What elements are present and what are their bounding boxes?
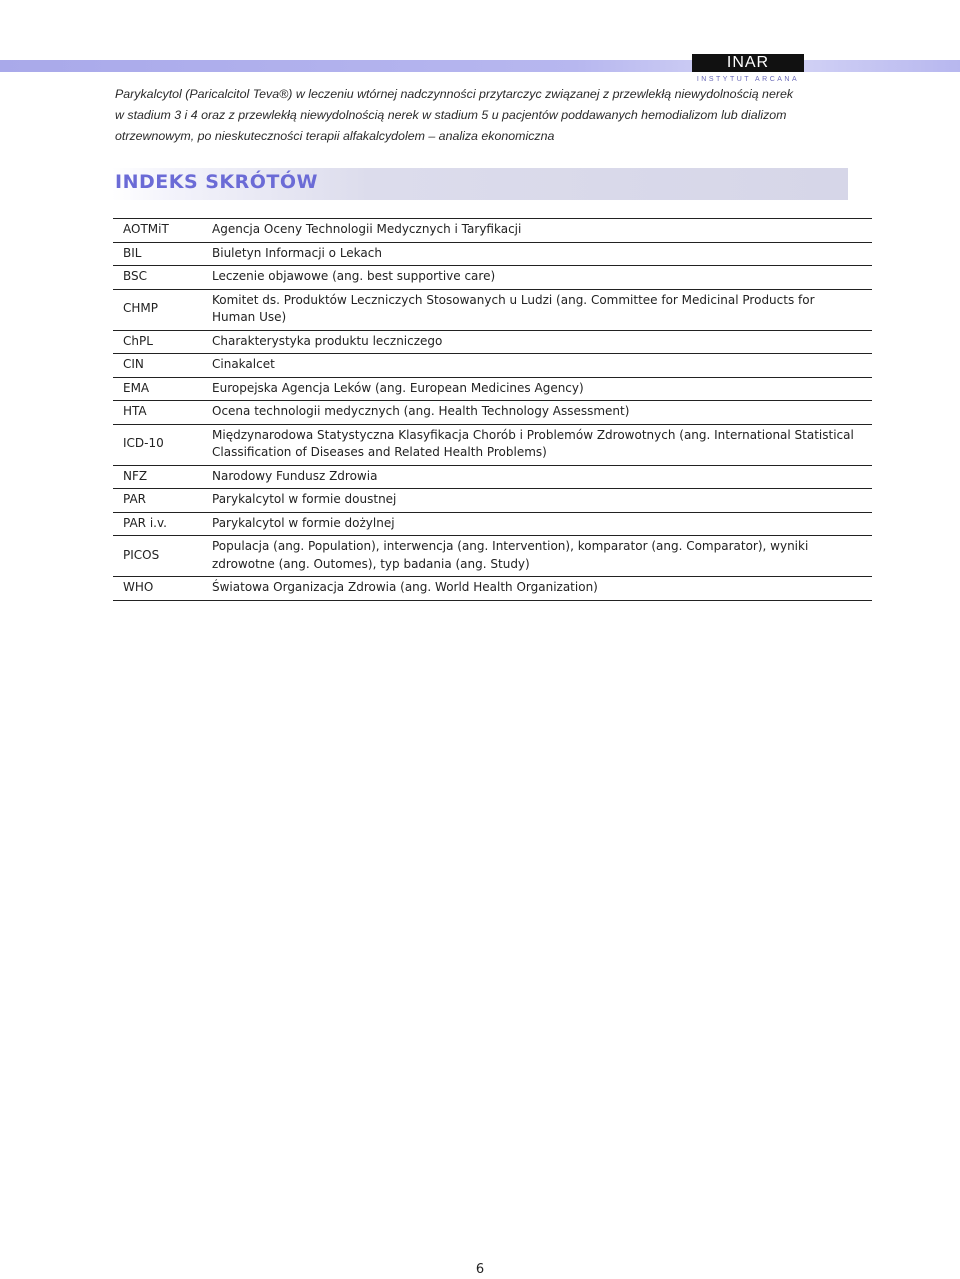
abbreviation-definition: Europejska Agencja Leków (ang. European Medicines Agency): [212, 380, 584, 395]
abbreviation-term: HTA: [123, 404, 147, 418]
table-row: [113, 424, 872, 465]
table-row: [113, 377, 872, 401]
abbreviation-term: BIL: [123, 245, 142, 260]
table-row: [113, 536, 872, 577]
table-row: [113, 512, 872, 536]
header-line: Parykalcytol (Paricalcitol Teva®) w leczeniu wtórnej nadczynności przytarczyc związanej z przewlekłą niewydolnością nerek: [115, 87, 794, 101]
header-line: w stadium 3 i 4 oraz z przewlekłą niewydolnością nerek w stadium 5 u pacjentów poddawanych hemodializom lub dializom: [115, 108, 787, 122]
abbreviation-definition: Narodowy Fundusz Zdrowia: [212, 468, 378, 483]
abbreviation-definition: Cinakalcet: [212, 357, 275, 371]
abbreviation-term: WHO: [123, 580, 154, 594]
table-row: [113, 401, 872, 425]
abbreviation-definition: Komitet ds. Produktów Leczniczych Stosowanych u Ludzi (ang. Committee for Medicinal Products for Human Use): [212, 292, 815, 324]
table-row: [113, 489, 872, 513]
abbreviation-definition: Agencja Oceny Technologii Medycznych i Taryfikacji: [212, 222, 522, 236]
abbreviation-definition: Biuletyn Informacji o Lekach: [212, 245, 382, 260]
abbreviation-term: CIN: [123, 357, 144, 371]
header-accent-bar: [0, 60, 960, 72]
table-row: [113, 330, 872, 354]
abbreviation-term: PAR i.v.: [123, 515, 167, 530]
table-row: [113, 465, 872, 489]
abbreviation-definition: Światowa Organizacja Zdrowia (ang. World Health Organization): [212, 580, 598, 594]
abbreviation-term: ChPL: [123, 333, 153, 348]
abbreviations-table: [113, 218, 872, 601]
logo-subtitle: INSTYTUT ARCANA: [696, 76, 800, 83]
abbreviation-term: AOTMiT: [123, 222, 169, 236]
table-row: [113, 354, 872, 378]
abbreviation-term: CHMP: [123, 301, 158, 316]
table-row: [113, 219, 872, 243]
table-row: [113, 242, 872, 266]
abbreviation-term: EMA: [123, 380, 150, 395]
document-running-header: [115, 84, 845, 147]
abbreviation-definition: Leczenie objawowe (ang. best supportive care): [212, 269, 496, 283]
page-number: 6: [475, 1262, 485, 1277]
section-title: INDEKS SKRÓTÓW: [115, 171, 319, 193]
abbreviation-definition: Parykalcytol w formie dożylnej: [212, 515, 395, 530]
abbreviations-table-body: [113, 219, 872, 601]
abbreviation-definition: Międzynarodowa Statystyczna Klasyfikacja Chorób i Problemów Zdrowotnych (ang. International Statistical Classification of Diseases and Related Health Problems): [212, 427, 854, 459]
abbreviation-term: NFZ: [123, 468, 148, 483]
abbreviation-definition: Charakterystyka produktu leczniczego: [212, 333, 443, 348]
logo-text: INAR: [726, 54, 770, 71]
institute-logo: [692, 54, 804, 72]
abbreviation-term: PAR: [123, 492, 147, 506]
abbreviation-term: PICOS: [123, 547, 160, 562]
abbreviation-term: BSC: [123, 269, 148, 283]
header-line: otrzewnowym, po nieskuteczności terapii alfakalcydolem – analiza ekonomiczna: [115, 129, 555, 143]
table-row: [113, 266, 872, 290]
abbreviation-definition: Populacja (ang. Population), interwencja (ang. Intervention), komparator (ang. Comparator), wyniki zdrowotne (ang. Outomes), typ badania (ang. Study): [212, 539, 809, 571]
abbreviation-term: ICD-10: [123, 436, 164, 451]
table-row: [113, 577, 872, 601]
abbreviation-definition: Parykalcytol w formie doustnej: [212, 492, 397, 506]
abbreviation-definition: Ocena technologii medycznych (ang. Health Technology Assessment): [212, 404, 630, 418]
table-row: [113, 289, 872, 330]
